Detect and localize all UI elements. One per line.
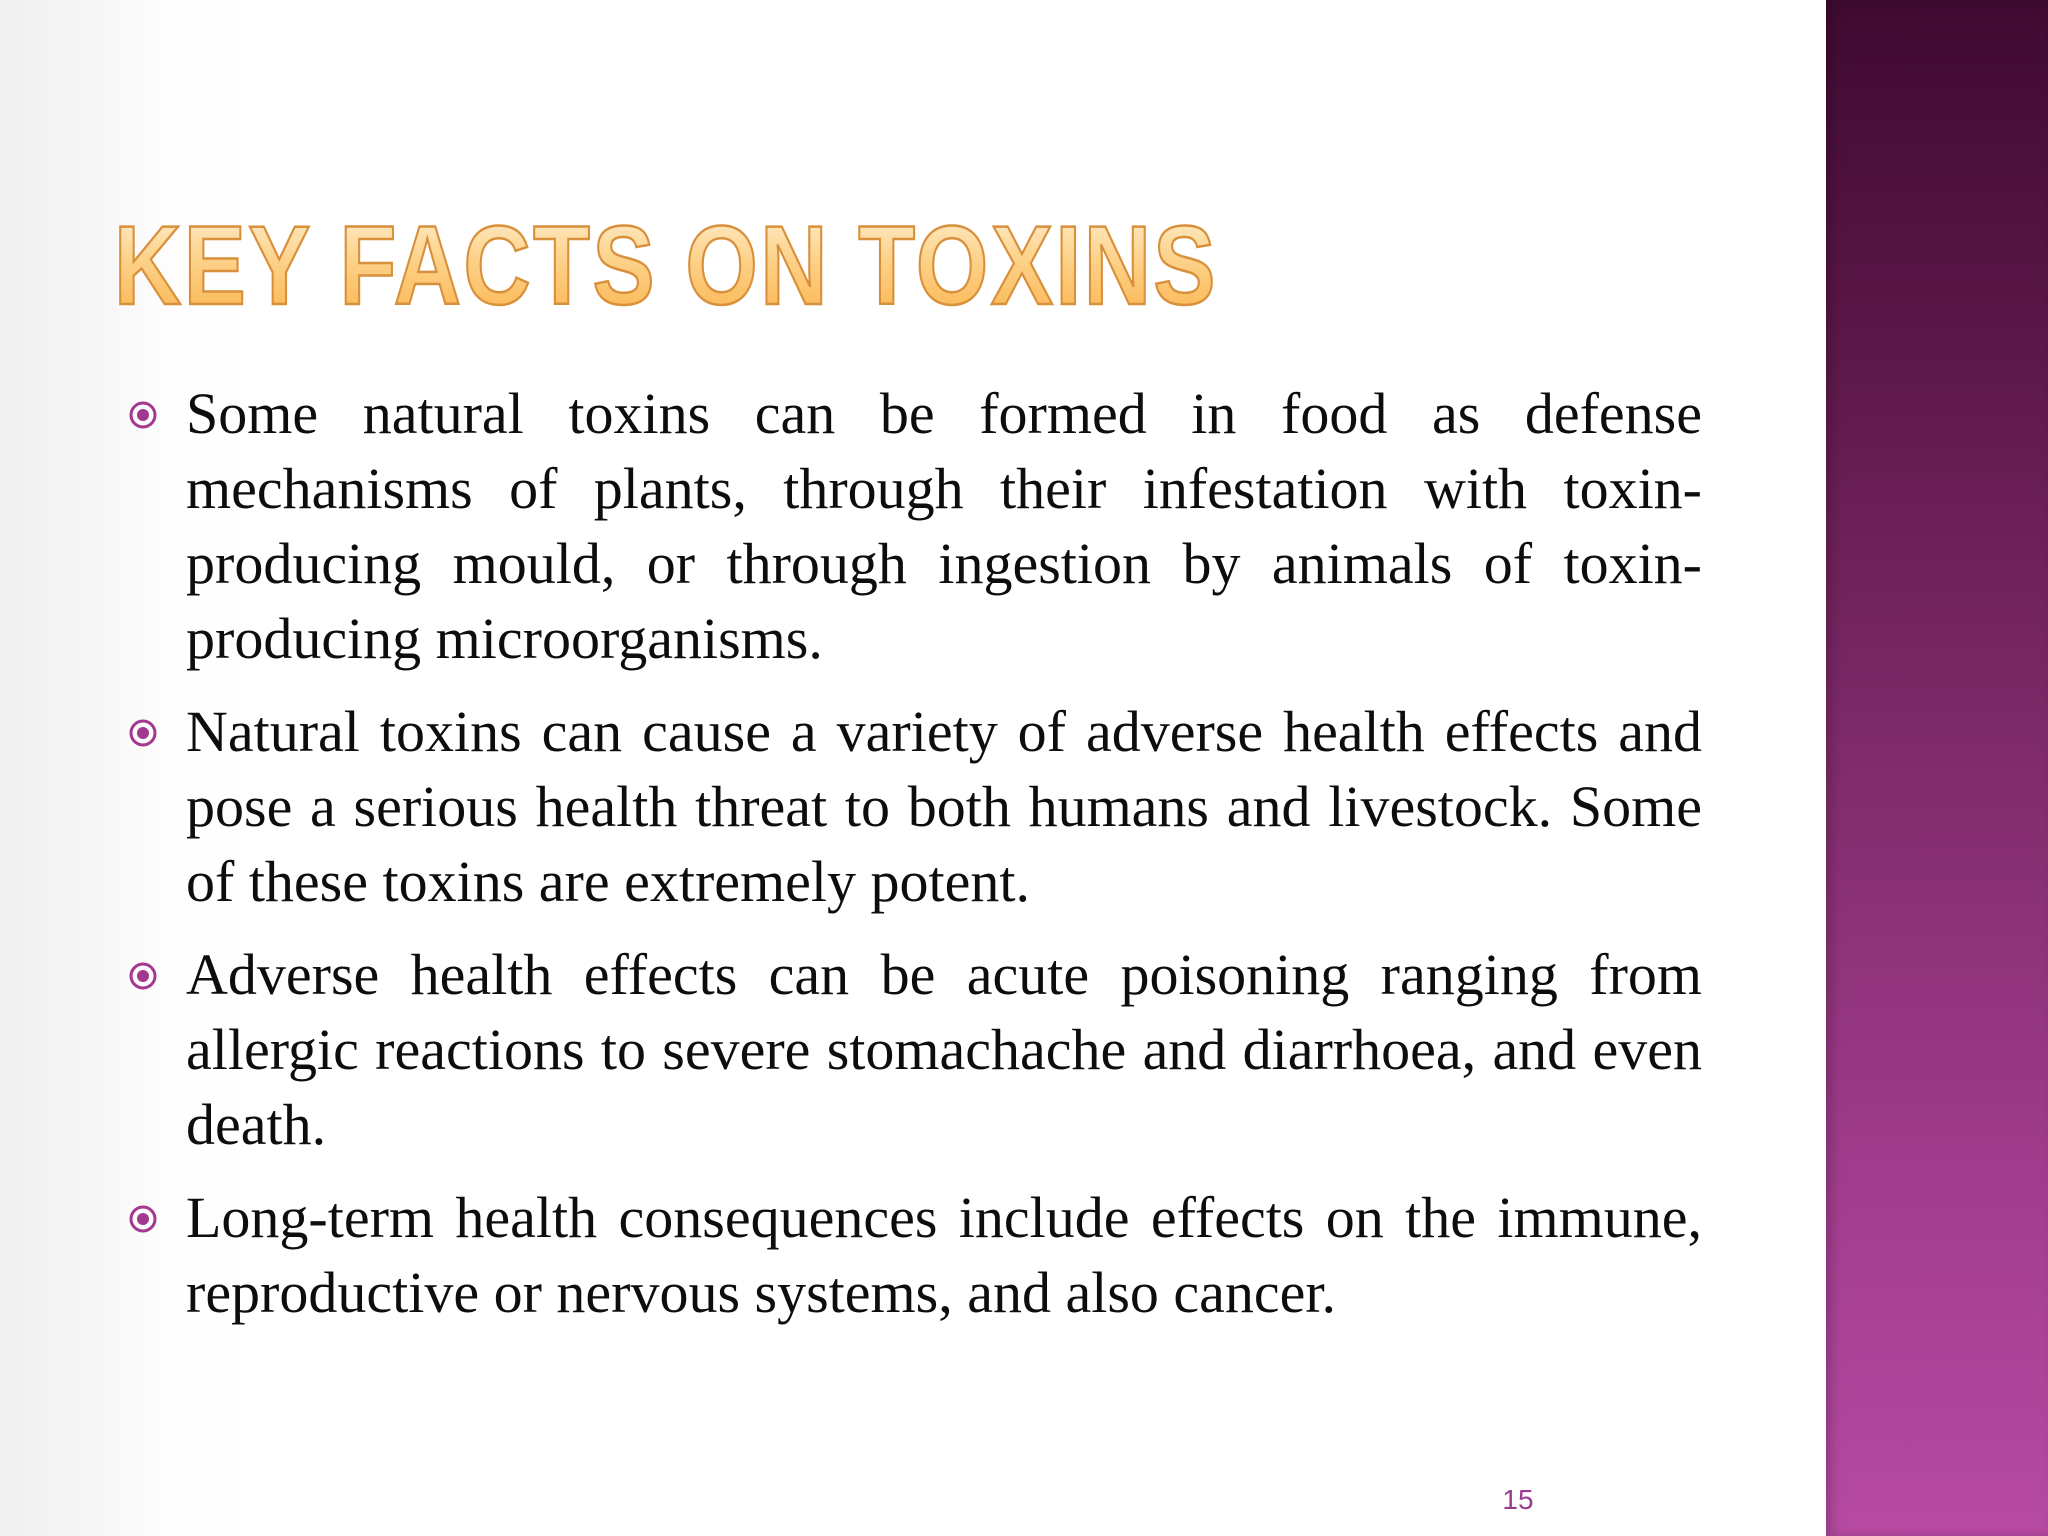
circled-dot-bullet-icon <box>128 718 158 748</box>
bullet-item <box>120 1180 1702 1330</box>
slide-title: KEY FACTS ON TOXINS <box>114 210 1218 320</box>
circled-dot-bullet-icon <box>128 1204 158 1234</box>
bullet-text: Some natural toxins can be formed in food as defense mechanisms of plants, through their infestation with toxin-producing mould, or through ingestion by animals of toxin-producing microorganisms. <box>186 381 1702 671</box>
page-number: 15 <box>1502 1484 1534 1515</box>
content-area <box>120 376 1702 1348</box>
bullet-item <box>120 937 1702 1162</box>
slide-title-graphic <box>114 210 1514 320</box>
title-area <box>114 210 1514 320</box>
circled-dot-bullet-icon <box>128 400 158 430</box>
bullet-text: Natural toxins can cause a variety of adverse health effects and pose a serious health threat to both humans and livestock. Some of these toxins are extremely potent. <box>186 699 1702 914</box>
bullet-item <box>120 376 1702 676</box>
bullet-list <box>120 376 1702 1330</box>
bullet-item <box>120 694 1702 919</box>
bullet-text: Adverse health effects can be acute poisoning ranging from allergic reactions to severe stomachache and diarrhoea, and even death. <box>186 942 1702 1157</box>
circled-dot-bullet-icon <box>128 961 158 991</box>
bullet-text: Long-term health consequences include effects on the immune, reproductive or nervous systems, and also cancer. <box>186 1185 1702 1325</box>
decorative-sidebar <box>1826 0 2048 1536</box>
